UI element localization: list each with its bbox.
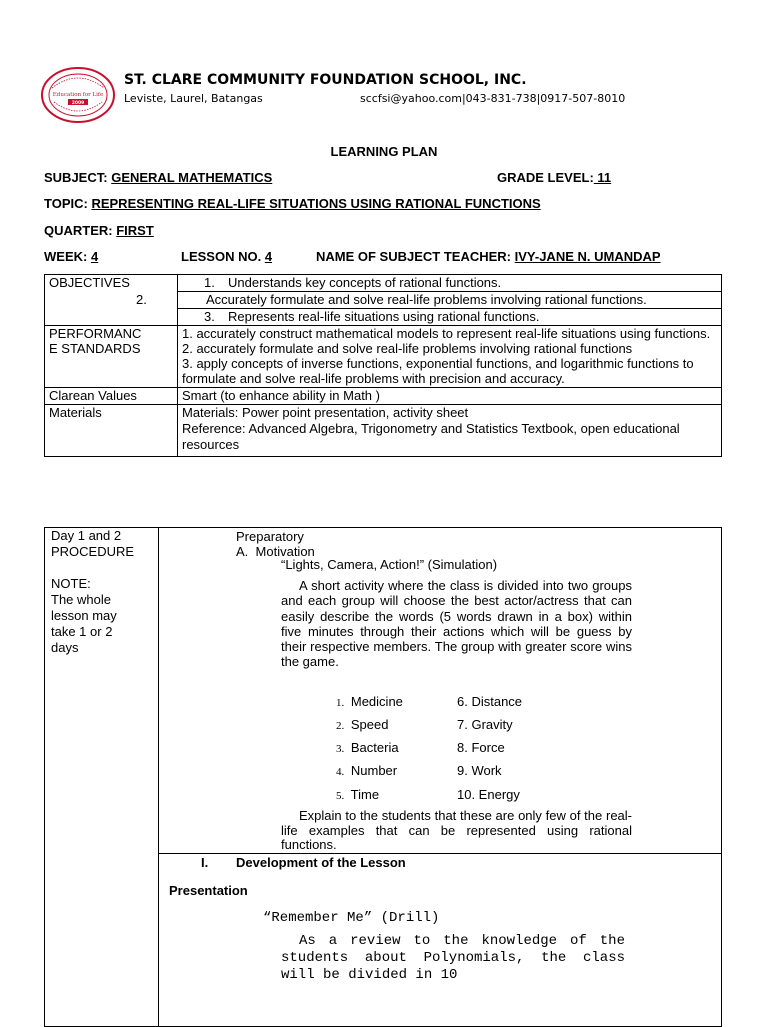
- objective-item: [178, 275, 722, 292]
- drill-title: “Remember Me” (Drill): [263, 910, 440, 926]
- quarter-label: QUARTER:: [44, 223, 113, 238]
- quarter-value: FIRST: [116, 223, 154, 238]
- objective-item: [178, 309, 722, 326]
- development-heading: Development of the Lesson: [236, 855, 406, 870]
- list-item: 8. Force: [457, 740, 505, 755]
- grade-line: [497, 170, 611, 185]
- subject-line: [44, 170, 272, 185]
- note-line: The whole: [51, 592, 111, 607]
- note-line: lesson may: [51, 608, 117, 623]
- list-item: 9. Work: [457, 763, 502, 778]
- motivation-letter: A.: [236, 544, 249, 559]
- drill-description: As a review to the knowledge of the students about Polynomials, the class will be divided in 10: [281, 933, 625, 983]
- week-label: WEEK:: [44, 249, 88, 264]
- performance-item: 2. accurately formulate and solve real-life problems involving rational functions: [182, 341, 633, 356]
- performance-standards: [178, 326, 722, 388]
- table-row: [45, 292, 722, 309]
- lesson-line: [181, 249, 272, 264]
- list-item: [336, 787, 379, 802]
- objective-text: Understands key concepts of rational functions.: [228, 275, 502, 290]
- grade-value: 11: [593, 170, 612, 185]
- school-name: ST. CLARE COMMUNITY FOUNDATION SCHOOL, INC.: [124, 72, 527, 88]
- word-text: Medicine: [350, 694, 403, 709]
- topic-value: REPRESENTING REAL-LIFE SITUATIONS USING RATIONAL FUNCTIONS: [91, 196, 541, 211]
- quarter-line: [44, 223, 154, 238]
- week-line: [44, 249, 98, 264]
- materials-label: Materials: [45, 405, 178, 457]
- motivation-title: Motivation: [255, 544, 315, 559]
- note-line: days: [51, 640, 79, 655]
- word-number: 2.: [336, 720, 345, 732]
- table-row: [45, 405, 722, 457]
- lesson-label: LESSON NO.: [181, 249, 262, 264]
- lesson-value: 4: [264, 249, 273, 264]
- school-address: Leviste, Laurel, Batangas: [124, 92, 263, 105]
- day-label: Day 1 and 2: [51, 528, 122, 543]
- school-contact: sccfsi@yahoo.com|043-831-738|0917-507-8010: [360, 92, 626, 105]
- list-item: [336, 763, 397, 778]
- activity-title: “Lights, Camera, Action!” (Simulation): [281, 557, 498, 572]
- performance-item: 1. accurately construct mathematical models to represent real-life situations using functions.: [182, 326, 711, 341]
- topic-label: TOPIC:: [44, 196, 88, 211]
- word-text: Number: [350, 763, 398, 778]
- reference-line: Reference: Advanced Algebra, Trigonometry and Statistics Textbook, open educational resources: [182, 421, 680, 452]
- note-line: take 1 or 2: [51, 624, 113, 639]
- performance-label: [45, 326, 178, 388]
- subject-value: GENERAL MATHEMATICS: [111, 170, 273, 185]
- word-number: 3.: [336, 743, 345, 755]
- list-item: 10. Energy: [457, 787, 520, 802]
- document-title: LEARNING PLAN: [330, 144, 438, 159]
- word-number: 1.: [336, 697, 345, 709]
- table-row: [45, 528, 722, 1027]
- word-text: Time: [350, 787, 380, 802]
- objective-number: 2.: [136, 292, 147, 307]
- objective-text: Accurately formulate and solve real-life problems involving rational functions.: [206, 292, 647, 307]
- list-item: 6. Distance: [457, 694, 523, 709]
- list-item: [336, 694, 403, 709]
- section-divider: [159, 853, 721, 854]
- materials-line: Materials: Power point presentation, activity sheet: [182, 405, 469, 420]
- procedure-label: PROCEDURE: [51, 544, 135, 559]
- values-label: Clarean Values: [45, 388, 178, 405]
- topic-line: [44, 196, 541, 211]
- procedure-content-cell: [159, 528, 722, 1027]
- objective-item: [136, 292, 722, 309]
- objective-text: Represents real-life situations using rational functions.: [228, 309, 540, 324]
- table-row: [45, 326, 722, 388]
- presentation-heading: Presentation: [169, 883, 248, 898]
- table-row: [45, 388, 722, 405]
- list-item: 7. Gravity: [457, 717, 513, 732]
- word-number: 4.: [336, 766, 345, 778]
- teacher-label: NAME OF SUBJECT TEACHER:: [316, 249, 512, 264]
- performance-item: 3. apply concepts of inverse functions, exponential functions, and logarithmic functions to formulate and solve real-life problems with precision and accuracy.: [182, 356, 694, 386]
- logo-motto: Education for Life: [52, 92, 104, 98]
- week-value: 4: [90, 249, 99, 264]
- objectives-label: OBJECTIVES: [45, 275, 178, 326]
- list-item: [336, 740, 399, 755]
- materials-value: [178, 405, 722, 457]
- procedure-table: [44, 527, 722, 1027]
- procedure-label-cell: [45, 528, 159, 1027]
- list-item: [336, 717, 388, 732]
- word-text: Speed: [350, 717, 389, 732]
- word-text: Bacteria: [350, 740, 399, 755]
- school-logo: [40, 66, 116, 124]
- objectives-table: [44, 274, 722, 457]
- teacher-line: [316, 249, 661, 264]
- word-number: 5.: [336, 790, 345, 802]
- preparatory-heading: Preparatory: [236, 529, 304, 544]
- values-value: Smart (to enhance ability in Math ): [178, 388, 722, 405]
- performance-label-line: PERFORMANC: [49, 326, 142, 341]
- logo-year: 2009: [71, 101, 85, 106]
- development-number: I.: [201, 855, 209, 870]
- table-row: [45, 275, 722, 292]
- activity-description: A short activity where the class is divided into two groups and each group will choose the best actor/actress that can easily describe the words (5 words drawn in a box) within five minutes through their actions which will be guess by their respective members. The group with greater score wins the game.: [281, 578, 632, 670]
- explain-text: Explain to the students that these are only few of the real-life examples that can be represented using rational functions.: [281, 808, 632, 852]
- performance-label-line: E STANDARDS: [49, 341, 141, 356]
- objective-number: 3.: [204, 309, 215, 324]
- teacher-value: IVY-JANE N. UMANDAP: [514, 249, 661, 264]
- note-label: NOTE:: [51, 576, 91, 591]
- grade-label: GRADE LEVEL:: [497, 170, 594, 185]
- subject-label: SUBJECT:: [44, 170, 108, 185]
- objective-number: 1.: [204, 275, 215, 290]
